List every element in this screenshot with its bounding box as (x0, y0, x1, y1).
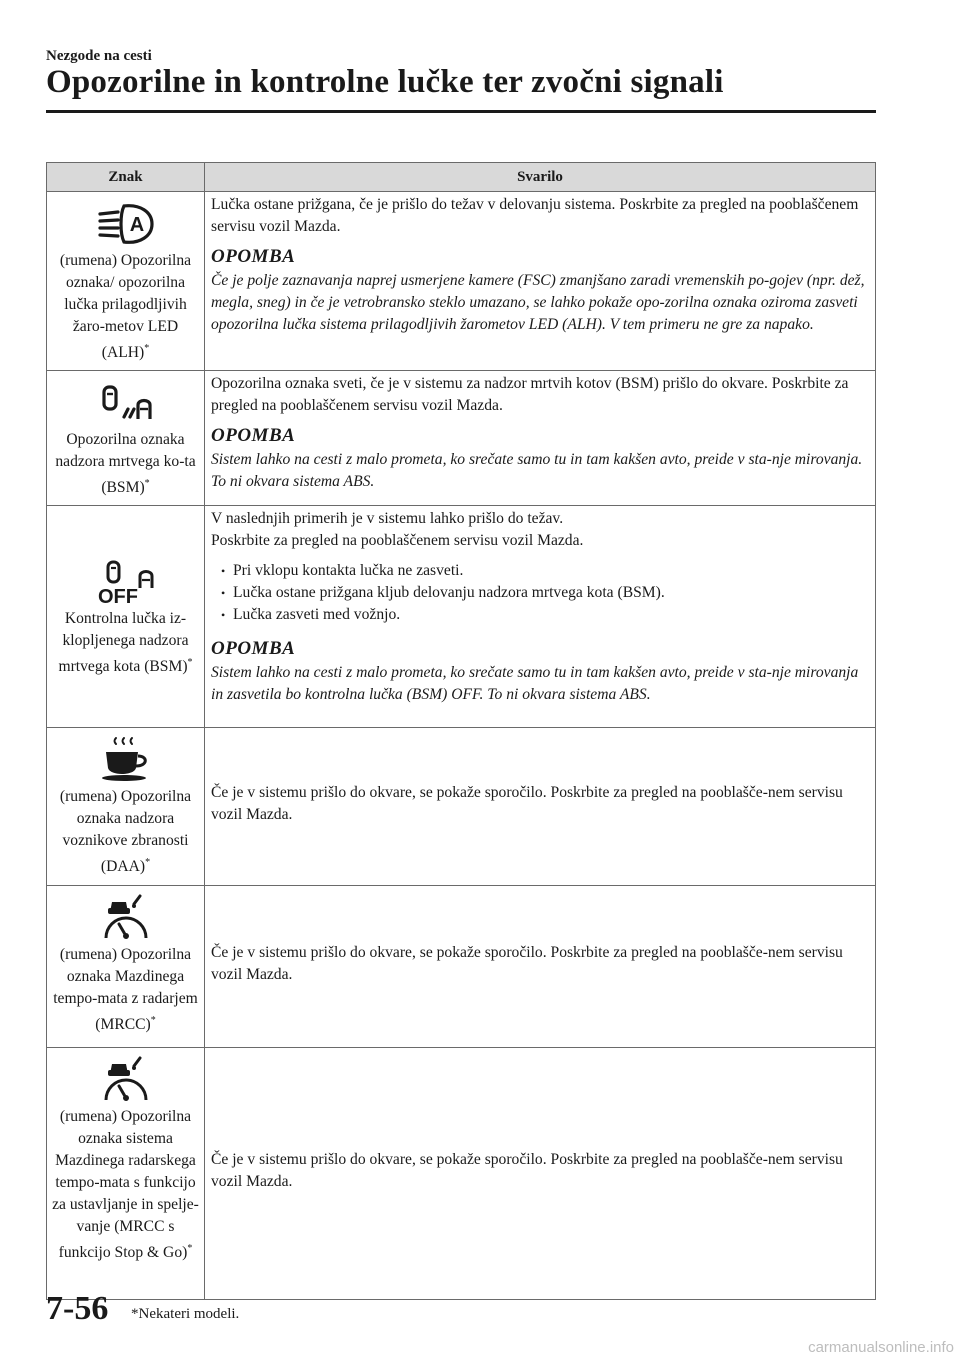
table-row (47, 506, 876, 728)
table-row (47, 1047, 876, 1299)
sign-label: (rumena) Opozorilna oznaka sistema Mazdinega radarskega tempo-mata s funkcijo za ustavljanje in spelje-vanje (MRCC s funkcijo Stop & Go)* (52, 1107, 199, 1261)
column-header-warning: Svarilo (205, 163, 876, 192)
sign-label: (rumena) Opozorilna oznaka nadzora voznikove zbranosti (DAA)* (59, 788, 192, 876)
table-row (47, 371, 876, 506)
description-cell (205, 192, 876, 371)
driver-attention-alert-icon (94, 736, 158, 784)
description-cell (205, 371, 876, 506)
page-number: 7-56 (46, 1290, 109, 1327)
sign-label: (rumena) Opozorilna oznaka Mazdinega tempo-mata z radarjem (MRCC)* (53, 945, 198, 1033)
sign-cell (47, 371, 205, 506)
title-underline (46, 110, 876, 113)
sign-cell (47, 1047, 205, 1299)
note-text: Sistem lahko na cesti z malo prometa, ko srečate samo tu in tam kakšen avto, preide v sta-nje mirovanja in zasvetila bo kontrolna lučka (BSM) OFF. To ni okvara sistema ABS. (211, 664, 859, 704)
sign-cell (47, 506, 205, 728)
section-title: Nezgode na cesti (46, 48, 152, 64)
watermark: carmanualsonline.info (808, 1339, 954, 1356)
description-text: Poskrbite za pregled na pooblaščenem servisu vozil Mazda. (211, 532, 584, 550)
description-text: V naslednjih primerih je v sistemu lahko prišlo do težav. (211, 510, 564, 528)
note-text: Sistem lahko na cesti z malo prometa, ko srečate samo tu in tam kakšen avto, preide v sta-nje mirovanja. To ni okvara sistema ABS. (211, 451, 863, 491)
description-cell (205, 885, 876, 1047)
sign-label: (rumena) Opozorilna oznaka/ opozorilna lučka prilagodljivih žaro-metov LED (ALH)* (59, 252, 192, 362)
sign-cell (47, 728, 205, 885)
sign-cell (47, 192, 205, 371)
table-row (47, 885, 876, 1047)
note-heading: OPOMBA (211, 246, 296, 267)
column-header-sign: Znak (47, 163, 205, 192)
adaptive-led-headlight-warning-icon (94, 200, 158, 248)
description-cell (205, 506, 876, 728)
svg-text:OFF: OFF (97, 585, 138, 606)
table-header-row (47, 163, 876, 192)
list-item: • Lučka ostane prižgana kljub delovanju nadzora mrtvega kota (BSM). (221, 582, 869, 604)
sign-label: Kontrolna lučka iz-klopljenega nadzora mrtvega kota (BSM)* (58, 609, 193, 675)
note-text: Če je polje zaznavanja naprej usmerjene kamere (FSC) zmanjšano zaradi vremenskih po-gojev (npr. dež, megla, sneg) in če je vetrobransko steklo umazano, se lahko pokaže opo-zorilna oznaka oziroma zasveti opozorilna lučka sistema prilagodljivih žarometov LED (ALH). V tem primeru ne gre za napako. (211, 272, 865, 333)
sign-label: Opozorilna oznaka nadzora mrtvega ko-ta (BSM)* (55, 431, 196, 497)
note-heading: OPOMBA (211, 638, 296, 660)
description-text: Opozorilna oznaka sveti, če je v sistemu za nadzor mrtvih kotov (BSM) prišlo do okvare. Poskrbite za pregled na pooblaščenem servisu vozil Mazda. (211, 375, 849, 415)
svg-text:A: A (129, 214, 144, 236)
description-text: Če je v sistemu prišlo do okvare, se pokaže sporočilo. Poskrbite za pregled na pooblašče-nem servisu vozil Mazda. (211, 784, 843, 824)
description-text: Če je v sistemu prišlo do okvare, se pokaže sporočilo. Poskrbite za pregled na pooblašče-nem servisu vozil Mazda. (211, 1151, 843, 1191)
sign-cell (47, 885, 205, 1047)
bullet-list (211, 560, 869, 626)
list-item: • Lučka zasveti med vožnjo. (221, 604, 869, 626)
description-cell (205, 1047, 876, 1299)
warning-lights-table (46, 162, 876, 1300)
page-title: Opozorilne in kontrolne lučke ter zvočni signali (46, 64, 724, 100)
footnote: *Nekateri modeli. (131, 1306, 240, 1322)
note-heading: OPOMBA (211, 425, 296, 447)
table-row (47, 728, 876, 885)
list-item: • Pri vklopu kontakta lučka ne zasveti. (221, 560, 869, 582)
description-text: Če je v sistemu prišlo do okvare, se pokaže sporočilo. Poskrbite za pregled na pooblašče-nem servisu vozil Mazda. (211, 944, 843, 984)
blind-spot-monitoring-warning-icon (94, 379, 158, 427)
description-text: Lučka ostane prižgana, če je prišlo do težav v delovanju sistema. Poskrbite za pregled na pooblaščenem servisu vozil Mazda. (211, 196, 859, 235)
radar-cruise-stop-go-warning-icon (94, 1056, 158, 1104)
description-cell (205, 728, 876, 885)
radar-cruise-control-warning-icon (94, 894, 158, 942)
table-row (47, 192, 876, 371)
bsm-off-indicator-icon (94, 558, 158, 606)
